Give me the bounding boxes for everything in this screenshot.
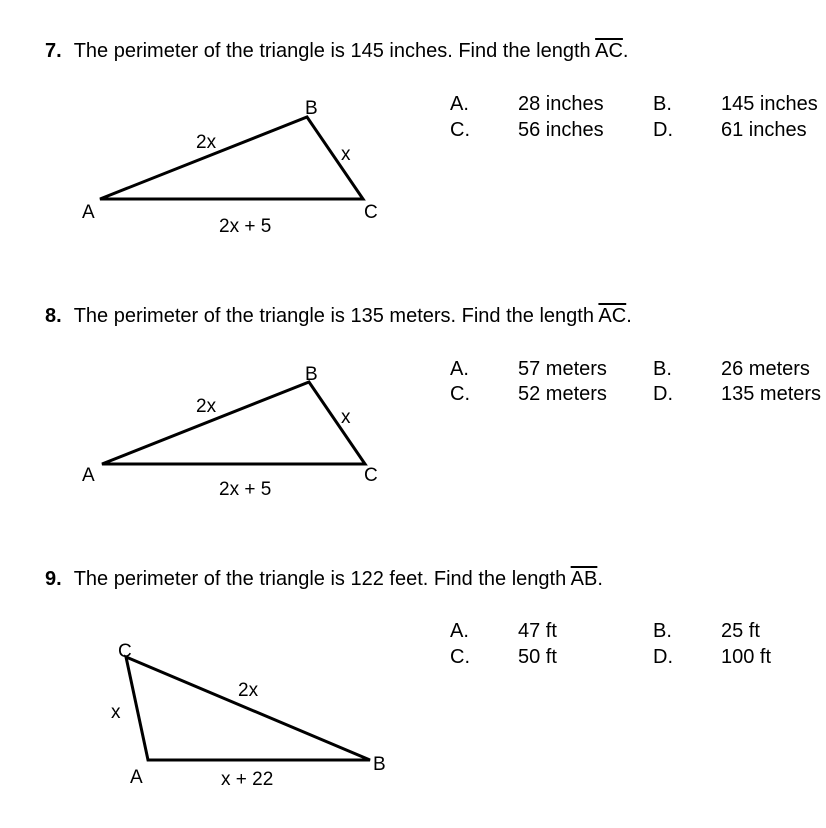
segment-label: $\overline{AC}$	[595, 40, 623, 62]
vertex-label-b: B	[305, 98, 318, 119]
question-7	[45, 40, 628, 63]
vertex-label-b: B	[305, 364, 318, 385]
side-label-cb: 2x	[238, 680, 259, 701]
question-8	[45, 305, 632, 328]
vertex-label-c: C	[364, 202, 378, 223]
question-end: .	[597, 568, 603, 590]
side-label-ca: x	[111, 702, 121, 723]
vertex-label-a: A	[130, 767, 143, 788]
side-label-ab: 2x	[196, 132, 217, 153]
question-end: .	[622, 40, 629, 62]
vertex-label-a: A	[82, 465, 95, 486]
segment-label: $\overline{AB}$	[570, 568, 598, 590]
vertex-label-b: B	[373, 754, 386, 775]
question-text: The perimeter of the triangle is 135 meters. Find the length	[73, 305, 594, 327]
question-text: The perimeter of the triangle is 145 inches. Find the length	[73, 40, 591, 62]
vertex-label-c: C	[364, 465, 378, 486]
problem-number: 7.	[45, 40, 62, 62]
vertex-label-a: A	[82, 202, 95, 223]
question-text: The perimeter of the triangle is 122 feet. Find the length	[73, 568, 567, 590]
triangle-figure-8	[0, 355, 420, 520]
side-label-bc: x	[341, 407, 351, 428]
triangle-figure-7	[0, 90, 420, 255]
question-9	[45, 568, 603, 591]
side-label-bc: x	[341, 144, 351, 165]
triangle-shape	[100, 117, 363, 199]
side-label-ac: 2x + 5	[219, 479, 272, 500]
problem-number: 8.	[45, 305, 62, 327]
vertex-label-c: C	[118, 641, 132, 662]
question-end: .	[626, 305, 632, 327]
triangle-shape	[102, 382, 365, 464]
side-label-ab: 2x	[196, 396, 217, 417]
segment-label: $\overline{AC}$	[598, 305, 627, 327]
side-label-ab: x + 22	[221, 769, 274, 790]
triangle-shape	[126, 657, 370, 760]
problem-number: 9.	[45, 568, 62, 590]
triangle-figure-9	[0, 630, 420, 825]
side-label-ac: 2x + 5	[219, 216, 272, 237]
